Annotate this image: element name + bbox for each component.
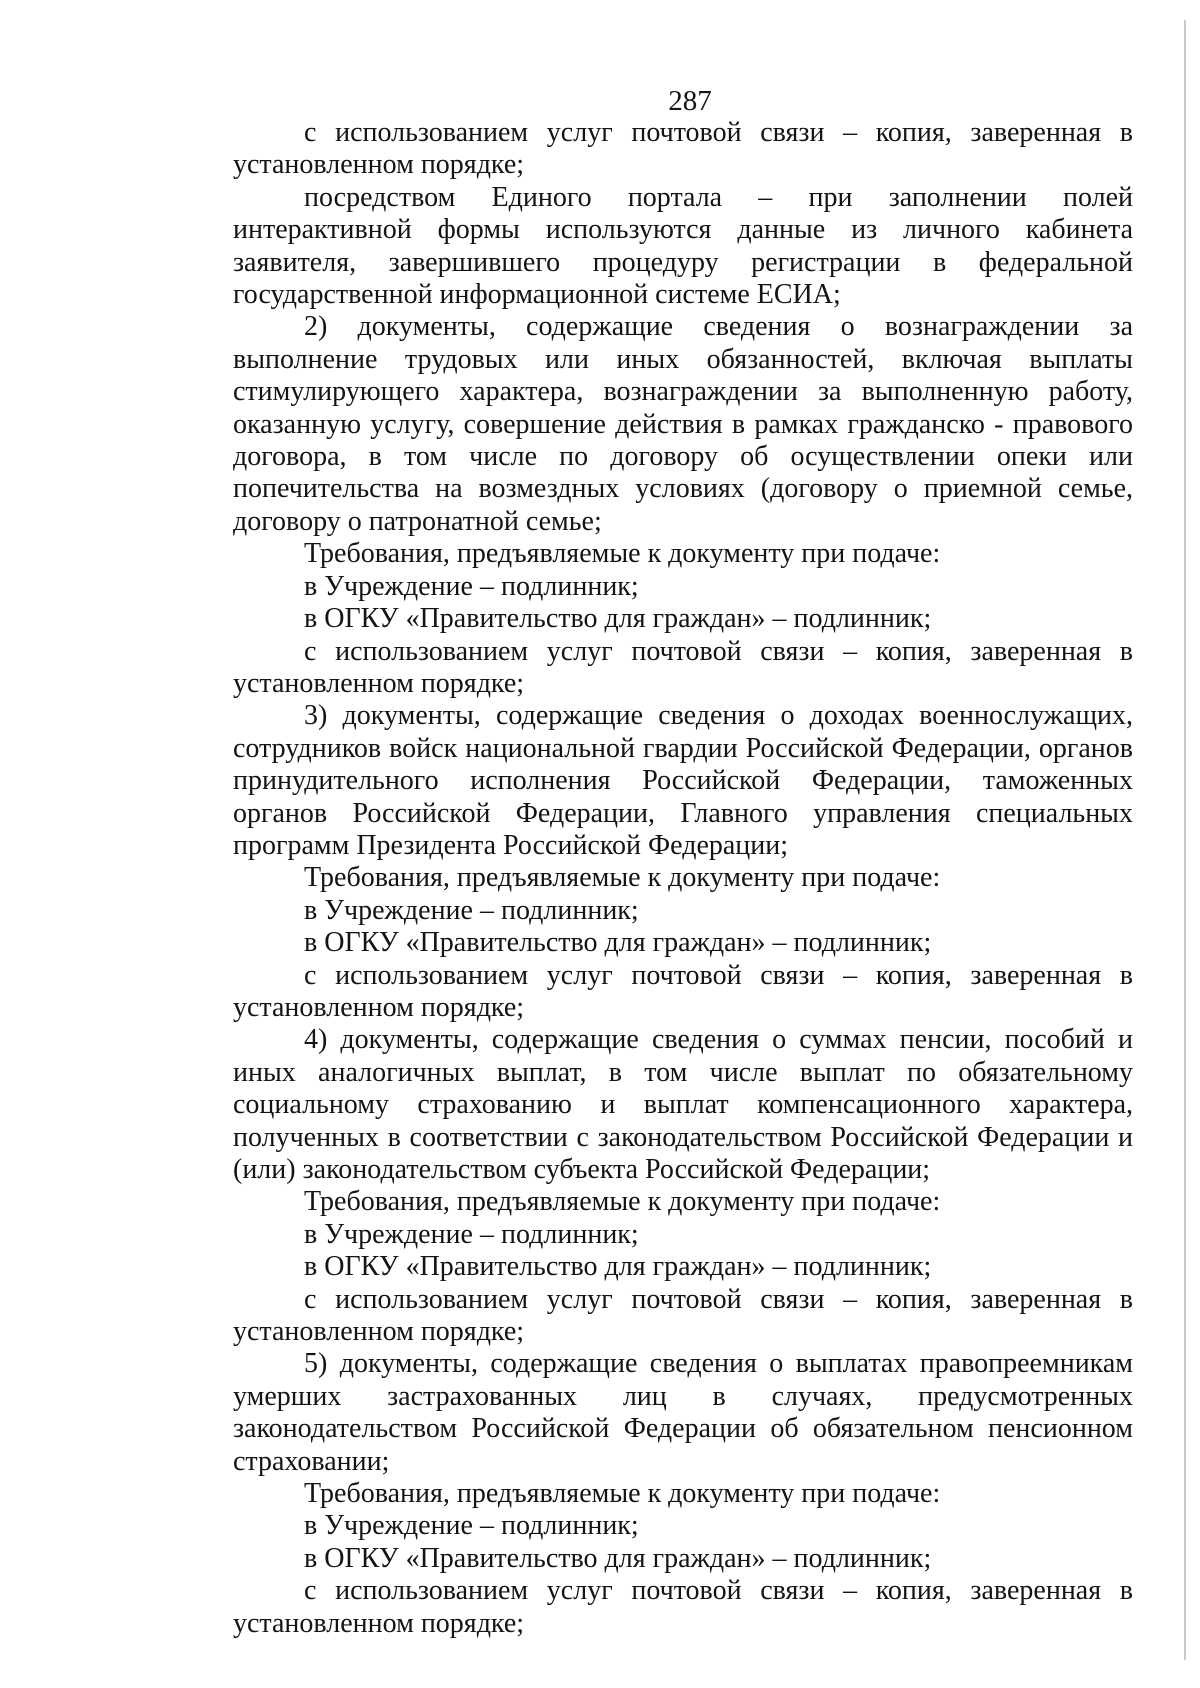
page-number: 287 [668,85,712,117]
paragraph: с использованием услуг почтовой связи – копия, заверенная в установленном порядке; [233,1575,1133,1639]
paragraph: в ОГКУ «Правительство для граждан» – подлинник; [304,927,932,959]
paragraph: с использованием услуг почтовой связи – копия, заверенная в установленном порядке; [233,959,1133,1023]
paragraph: в ОГКУ «Правительство для граждан» – подлинник; [304,1542,932,1574]
paragraph: в Учреждение – подлинник; [304,570,639,602]
paragraph: с использованием услуг почтовой связи – копия, заверенная в установленном порядке; [233,635,1133,699]
paragraph: Требования, предъявляемые к документу при подаче: [304,1478,941,1510]
paragraph: в Учреждение – подлинник; [304,894,639,926]
paragraph: с использованием услуг почтовой связи – копия, заверенная в установленном порядке; [233,1283,1133,1348]
paragraph: 4) документы, содержащие сведения о суммах пенсии, пособий и иных аналогичных выплат, в том числе выплат по обязательному социальному страхованию и выплат компенсационного характера, полученных в соответствии с законодательством Российской Федерации и (или) законодательством субъекта Российской Федерации; [233,1024,1133,1185]
paragraph: в Учреждение – подлинник; [304,1510,639,1542]
paragraph: в Учреждение – подлинник; [304,1218,639,1250]
paragraph: посредством Единого портала – при заполнении полей интерактивной формы используются данные из личного кабинета заявителя, завершившего процедуру регистрации в федеральной государственной информационной системе ЕСИА; [233,181,1133,311]
paragraph: с использованием услуг почтовой связи – копия, заверенная в установленном порядке; [233,117,1133,181]
scan-edge-line [1184,20,1186,1660]
paragraph: Требования, предъявляемые к документу при подаче: [304,862,941,894]
paragraph: 5) документы, содержащие сведения о выплатах правопреемникам умерших застрахованных лиц в случаях, предусмотренных законодательством Российской Федерации об обязательном пенсионном страховании; [233,1348,1133,1477]
paragraph: в ОГКУ «Правительство для граждан» – подлинник; [304,603,932,635]
paragraph: 3) документы, содержащие сведения о доходах военнослужащих, сотрудников войск национальной гвардии Российской Федерации, органов принудительного исполнения Российской Федерации, таможенных органов Российской Федерации, Главного управления специальных программ Президента Российской Федерации; [233,700,1133,861]
paragraph: 2) документы, содержащие сведения о вознаграждении за выполнение трудовых или иных обязанностей, включая выплаты стимулирующего характера, вознаграждении за выполненную работу, оказанную услугу, совершение действия в рамках гражданско - правового договора, в том числе по договору об осуществлении опеки или попечительства на возмездных условиях (договору о приемной семье, договору о патронатной семье; [233,311,1133,537]
paragraph: Требования, предъявляемые к документу при подаче: [304,1186,941,1218]
paragraph: Требования, предъявляемые к документу при подаче: [304,538,941,570]
paragraph: в ОГКУ «Правительство для граждан» – подлинник; [304,1251,932,1283]
document-body [233,117,1133,1640]
